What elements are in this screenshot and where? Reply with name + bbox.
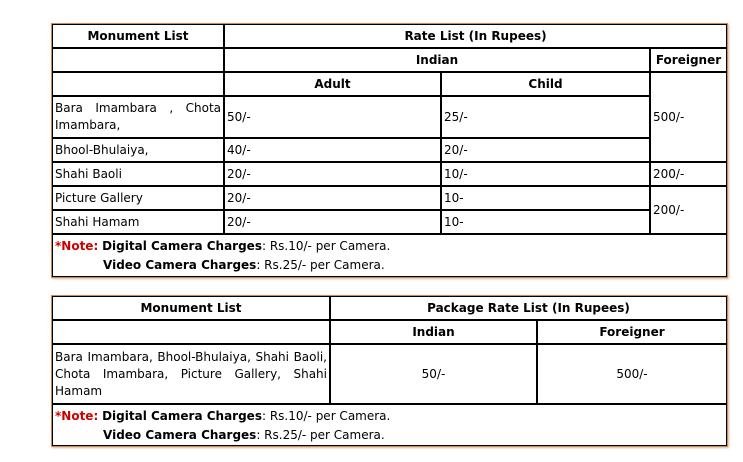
monument-name: Shahi Baoli [52, 162, 224, 186]
adult-rate: 20/- [224, 162, 441, 186]
foreigner-rate-cell: 200/- [650, 186, 727, 234]
video-camera-label: Video Camera Charges [103, 428, 257, 442]
note-prefix: *Note: [55, 239, 99, 253]
video-camera-value: : Rs.25/- per Camera. [256, 428, 385, 442]
package-monuments: Bara Imambara, Bhool-Bhulaiya, Shahi Baoli, Chota Imambara, Picture Gallery, Shahi Hamam [52, 344, 330, 404]
header-child: Child [441, 72, 650, 96]
note-line-video [55, 256, 724, 275]
monument-name: Shahi Hamam [52, 210, 224, 234]
header-monument-list: Monument List [52, 24, 224, 48]
child-rate: 10- [441, 210, 650, 234]
camera-charges-note [52, 404, 727, 446]
child-rate: 25/- [441, 96, 650, 138]
camera-charges-note [52, 234, 727, 277]
header-adult: Adult [224, 72, 441, 96]
header-indian: Indian [330, 320, 537, 344]
header-monument-list: Monument List [52, 296, 330, 320]
package-rate-table [52, 296, 727, 446]
package-foreigner-rate: 500/- [537, 344, 727, 404]
header-foreigner: Foreigner [650, 48, 727, 72]
note-prefix: *Note: [55, 409, 99, 423]
package-indian-rate: 50/- [330, 344, 537, 404]
video-camera-value: : Rs.25/- per Camera. [256, 258, 385, 272]
adult-rate: 20/- [224, 186, 441, 210]
digital-camera-value: : Rs.10/- per Camera. [261, 239, 391, 253]
monument-name: Picture Gallery [52, 186, 224, 210]
adult-rate: 50/- [224, 96, 441, 138]
header-rate-list: Rate List (In Rupees) [224, 24, 727, 48]
rate-list-table [52, 24, 727, 277]
monument-name: Bara Imambara , Chota Imambara, [52, 96, 224, 138]
digital-camera-label: Digital Camera Charges [102, 239, 262, 253]
foreigner-rate-cell: 200/- [650, 162, 727, 186]
empty-header-cell [52, 48, 224, 72]
empty-header-cell [52, 320, 330, 344]
note-line-digital [55, 237, 724, 256]
adult-rate: 40/- [224, 138, 441, 162]
child-rate: 20/- [441, 138, 650, 162]
header-foreigner: Foreigner [537, 320, 727, 344]
digital-camera-value: : Rs.10/- per Camera. [261, 409, 391, 423]
digital-camera-label: Digital Camera Charges [102, 409, 262, 423]
empty-header-cell [52, 72, 224, 96]
header-indian: Indian [224, 48, 650, 72]
foreigner-rate-cell: 500/- [650, 72, 727, 162]
rate-list-table-container [51, 23, 728, 278]
note-line-digital [55, 407, 724, 426]
monument-name: Bhool-Bhulaiya, [52, 138, 224, 162]
header-package-rate-list: Package Rate List (In Rupees) [330, 296, 727, 320]
child-rate: 10- [441, 186, 650, 210]
package-rate-table-container [51, 295, 728, 447]
adult-rate: 20/- [224, 210, 441, 234]
child-rate: 10/- [441, 162, 650, 186]
video-camera-label: Video Camera Charges [103, 258, 257, 272]
note-line-video [55, 426, 724, 445]
